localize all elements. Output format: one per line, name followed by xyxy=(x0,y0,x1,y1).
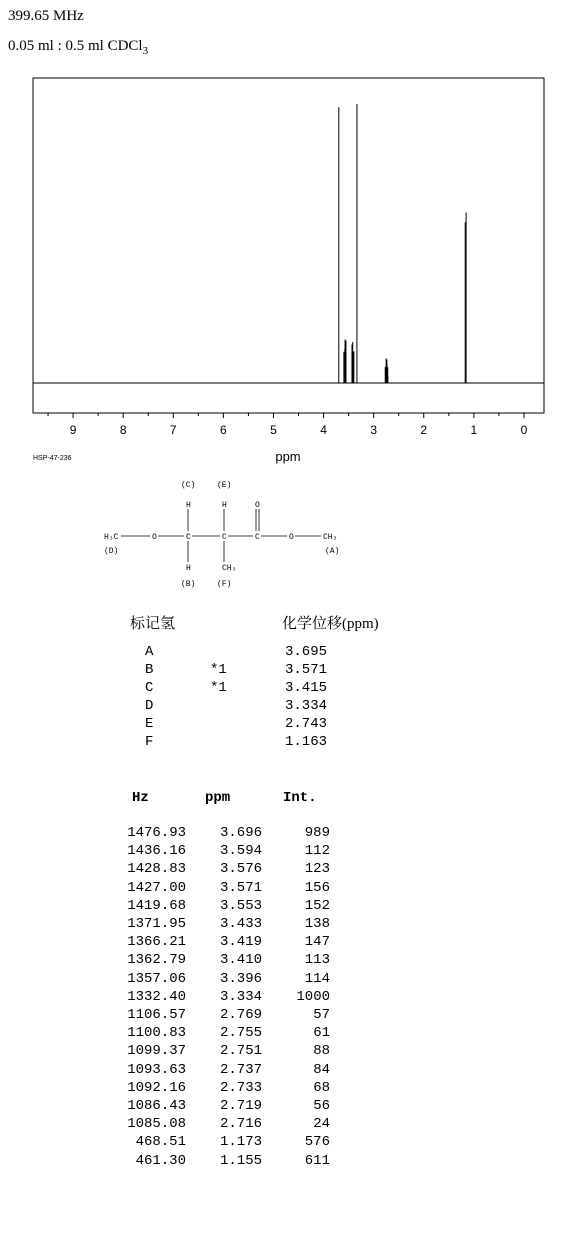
x-tick-label: 6 xyxy=(220,423,227,437)
atom-o-ether: O xyxy=(152,533,157,542)
atom-h-b: H xyxy=(186,564,191,573)
x-tick-label: 1 xyxy=(470,423,478,437)
shift-header-label: 标记氢 xyxy=(130,616,176,632)
peak-hz: 1476.93 xyxy=(127,825,186,841)
peak-hz: 1419.68 xyxy=(127,897,186,914)
peak-int: 114 xyxy=(304,970,330,987)
peak-int: 68 xyxy=(313,1079,330,1096)
peak-ppm: 3.576 xyxy=(219,861,262,878)
peak-ppm: 1.155 xyxy=(219,1152,262,1169)
peak-ppm: 2.716 xyxy=(219,1116,262,1133)
atom-ch3-f: CH₃ xyxy=(222,564,237,573)
peak-ppm: 1.173 xyxy=(219,1134,262,1151)
shift-ppm: 3.571 xyxy=(285,662,328,678)
peak-hz: 1357.06 xyxy=(127,970,186,987)
x-tick-label: 4 xyxy=(320,423,327,437)
shift-note: *1 xyxy=(210,680,227,696)
label-f: (F) xyxy=(217,580,232,589)
peak-hz: 1428.83 xyxy=(127,861,186,878)
peak-ppm: 3.553 xyxy=(219,897,262,914)
peak-ppm: 3.396 xyxy=(219,970,262,987)
peak-ppm: 3.594 xyxy=(219,843,262,860)
shift-id: F xyxy=(145,734,154,750)
atom-h-c: H xyxy=(186,501,191,510)
peak-int: 123 xyxy=(304,861,330,878)
peak-ppm: 2.719 xyxy=(219,1098,262,1114)
peak-hz: 1100.83 xyxy=(127,1025,186,1042)
shift-id: A xyxy=(145,644,154,660)
peak-hz: 1092.16 xyxy=(127,1079,186,1096)
shift-ppm: 3.415 xyxy=(285,680,328,696)
peak-ppm: 3.410 xyxy=(219,952,262,969)
x-tick-label: 5 xyxy=(270,423,277,437)
peak-int: 113 xyxy=(304,952,330,969)
peak-hz: 1366.21 xyxy=(127,934,186,951)
shift-header-value: 化学位移(ppm) xyxy=(282,616,379,632)
peak-header-ppm: ppm xyxy=(205,790,231,806)
shift-id: E xyxy=(145,716,154,732)
peak-ppm: 2.751 xyxy=(219,1043,262,1060)
label-d: (D) xyxy=(104,547,119,556)
peak-hz: 1371.95 xyxy=(127,916,186,932)
atom-o-carbonyl: O xyxy=(255,501,260,510)
peak-int: 1000 xyxy=(296,988,330,1005)
x-tick-label: 3 xyxy=(370,423,378,437)
atom-h-e: H xyxy=(222,501,227,510)
solvent-subscript: 3 xyxy=(142,45,149,57)
peak-hz: 1099.37 xyxy=(127,1043,186,1060)
shift-ppm: 3.695 xyxy=(285,644,328,660)
peak-hz: 1362.79 xyxy=(127,952,186,969)
x-tick-label: 0 xyxy=(520,423,528,437)
spectrometer-frequency: 399.65 MHz xyxy=(8,8,84,24)
label-c: (C) xyxy=(181,481,196,490)
peak-int: 611 xyxy=(304,1152,330,1169)
peak-header-int: Int. xyxy=(283,790,317,806)
x-axis-label: ppm xyxy=(275,449,301,464)
shift-ppm: 2.743 xyxy=(285,716,328,732)
structure-diagram xyxy=(0,0,570,600)
peak-hz: 468.51 xyxy=(135,1134,186,1151)
peak-ppm: 3.419 xyxy=(219,934,262,951)
peak-int: 152 xyxy=(304,897,330,914)
atom-c3: C xyxy=(255,533,260,542)
spectrum-code: HSP-47-236 xyxy=(33,455,72,462)
peak-hz: 1086.43 xyxy=(127,1098,186,1114)
peak-ppm: 3.334 xyxy=(219,988,262,1005)
peak-ppm: 3.433 xyxy=(219,916,262,932)
shift-id: B xyxy=(145,662,154,678)
atom-h3c: H₃C xyxy=(104,533,119,542)
peak-int: 989 xyxy=(304,825,330,841)
peak-int: 156 xyxy=(304,879,330,896)
peak-hz: 1106.57 xyxy=(127,1007,186,1023)
peak-int: 576 xyxy=(304,1134,330,1151)
shift-ppm: 1.163 xyxy=(285,734,328,750)
shift-id: D xyxy=(145,698,154,714)
peak-int: 147 xyxy=(304,934,330,951)
peak-ppm: 2.737 xyxy=(219,1061,262,1078)
atom-o-ester: O xyxy=(289,533,294,542)
atom-c1: C xyxy=(186,533,191,542)
peak-hz: 1093.63 xyxy=(127,1061,186,1078)
peak-int: 84 xyxy=(313,1061,330,1078)
peak-hz: 1085.08 xyxy=(127,1116,186,1133)
peak-ppm: 3.696 xyxy=(219,825,262,841)
peak-ppm: 3.571 xyxy=(219,879,262,896)
x-tick-label: 2 xyxy=(420,423,428,437)
label-b: (B) xyxy=(181,580,196,589)
peak-hz: 1427.00 xyxy=(127,879,186,896)
x-tick-label: 9 xyxy=(69,423,77,437)
peak-int: 138 xyxy=(304,916,330,932)
shift-note: *1 xyxy=(210,662,227,678)
peak-hz: 1332.40 xyxy=(127,988,186,1005)
peak-header-hz: Hz xyxy=(132,790,149,806)
peak-int: 57 xyxy=(313,1007,330,1023)
shift-ppm: 3.334 xyxy=(285,698,328,714)
shift-id: C xyxy=(145,680,154,696)
peak-int: 112 xyxy=(304,843,330,860)
peak-ppm: 2.755 xyxy=(219,1025,262,1042)
label-e: (E) xyxy=(217,481,232,490)
atom-c2: C xyxy=(222,533,227,542)
atom-ch3-a: CH₃ xyxy=(323,533,338,542)
label-a: (A) xyxy=(325,547,340,556)
peak-ppm: 2.733 xyxy=(219,1079,262,1096)
peak-int: 56 xyxy=(313,1098,330,1114)
peak-int: 61 xyxy=(313,1025,330,1042)
x-tick-label: 8 xyxy=(119,423,127,437)
peak-int: 88 xyxy=(313,1043,330,1060)
x-tick-label: 7 xyxy=(169,423,177,437)
peak-ppm: 2.769 xyxy=(219,1007,262,1023)
peak-hz: 1436.16 xyxy=(127,843,186,860)
peak-hz: 461.30 xyxy=(135,1152,186,1169)
peak-int: 24 xyxy=(313,1116,330,1133)
solvent-text: 0.05 ml : 0.5 ml CDCl xyxy=(8,38,143,54)
